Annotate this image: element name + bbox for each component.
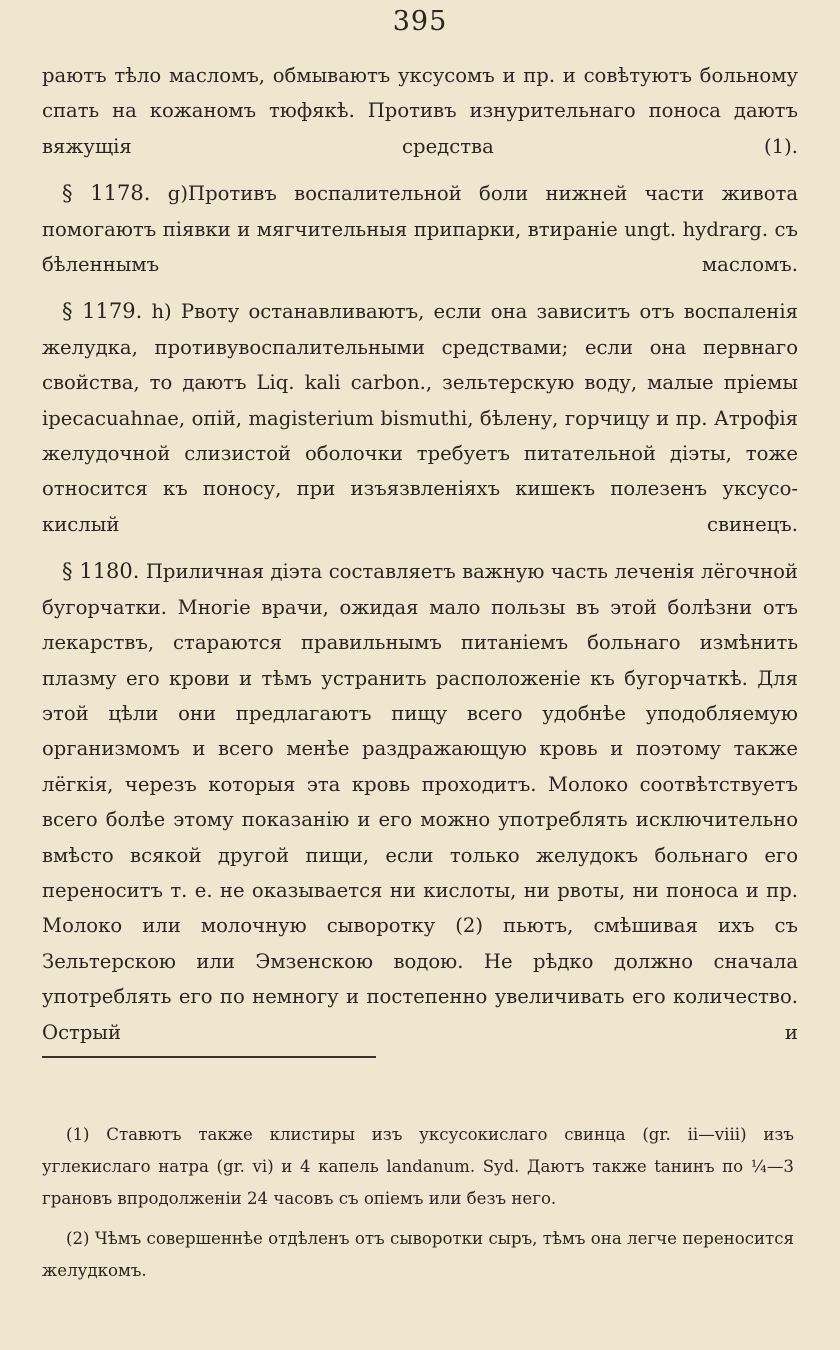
paragraph-text: Приличная діэта составляетъ важную часть леченія лёгочной бугорчатки. Многіе врачи, ожидая мало пользы въ этой болѣзни отъ лекарствъ, стараются правильнымъ питаніемъ больнаго измѣнить плазму его крови и тѣмъ устранить расположеніе къ бугорчаткѣ. Для этой цѣли они предлагаютъ пищу всего удобнѣе уподобляемую организмомъ и всего менѣе раздражающую кровь и поэтому также лёгкія, черезъ которыя эта кровь проходитъ. Молоко соотвѣтствуетъ всего болѣе этому показанію и его можно употреблять исключительно вмѣсто всякой другой пищи, если только желудокъ больнаго его переноситъ т. е. не оказывается ни кислоты, ни рвоты, ни поноса и пр. Молоко или молочную сыворотку (2) пьютъ, смѣшивая ихъ съ Зельтерскою или Эмзенскою водою. Не рѣдко должно сначала употреблять его по немногу и постепенно увеличивать его количество. Острый и [42, 560, 798, 1044]
page-number: 395 [392, 6, 448, 37]
footnote-divider [42, 1056, 376, 1058]
paragraph-1179 [42, 294, 798, 542]
paragraph-text: раютъ тѣло масломъ, обмываютъ уксусомъ и пр. и совѣтуютъ больному спать на кожаномъ тюфякѣ. Противъ изнурительнаго поноса даютъ вяжущія средства (1). [42, 64, 798, 158]
section-number: § 1179. [62, 299, 143, 324]
paragraph-1178 [42, 176, 798, 282]
section-number: § 1178. [62, 181, 151, 206]
paragraph-1180 [42, 554, 798, 1050]
section-number: § 1180. [62, 559, 140, 584]
footnote-1: (1) Ставютъ также клистиры изъ уксусокислаго свинца (gr. ii—viii) изъ углекислаго натра (gr. vi) и 4 капель landanum. Syd. Даютъ также taнинъ по ¼—3 грановъ впродолженіи 24 часовъ съ опіемъ или безъ него. [42, 1125, 794, 1208]
main-text [42, 58, 798, 1062]
footnote-2: (2) Чѣмъ совершеннѣе отдѣленъ отъ сыворотки сыръ, тѣмъ она легче переносится желудкомъ. [42, 1229, 794, 1280]
footnotes [42, 1119, 794, 1295]
paragraph-continuation [42, 58, 798, 164]
paragraph-text: h) Рвоту останавливаютъ, если она зависитъ отъ воспаленія желудка, противувоспалительными средствами; если она первнаго свойства, то даютъ Liq. kali carbon., зельтерскую воду, малые пріемы ipecacuahnae, опій, magisterium bismuthi, бѣлену, горчицу и пр. Атрофія желудочной слизистой оболочки требуетъ питательной діэты, тоже относится къ поносу, при изъязвленіяхъ кишекъ полезенъ уксусо-кислый свинецъ. [42, 300, 798, 536]
paragraph-text: g)Противъ воспалительной боли нижней части живота помогаютъ піявки и мягчительныя припарки, втираніе ungt. hydrarg. съ бѣленнымъ масломъ. [42, 182, 799, 277]
